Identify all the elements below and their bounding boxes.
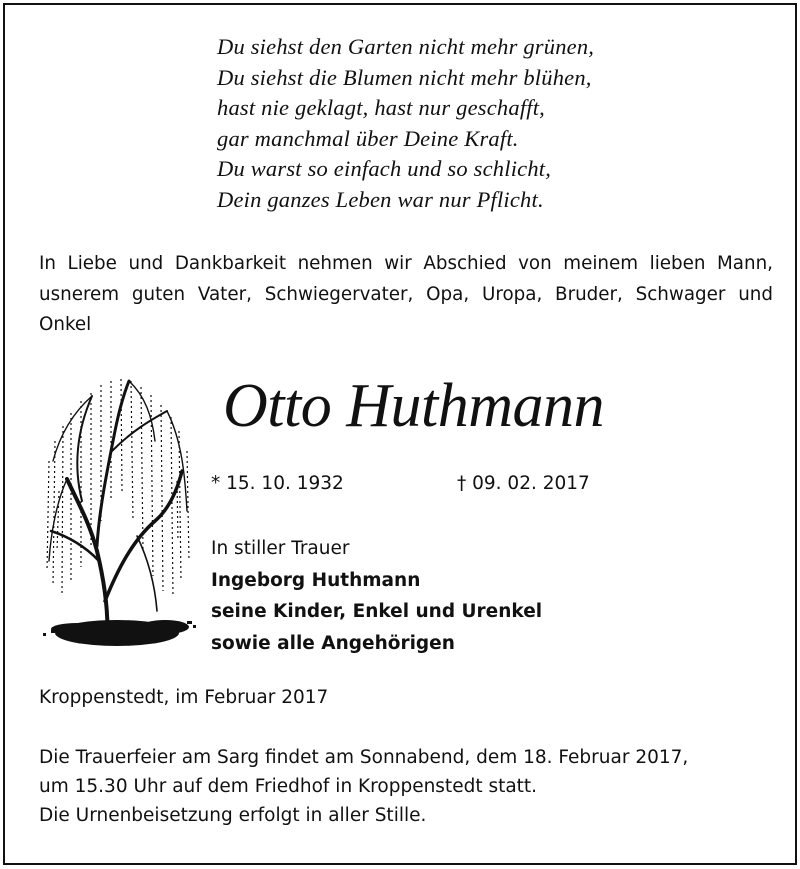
poem-line: Du siehst den Garten nicht mehr grünen, <box>217 34 595 59</box>
poem-line: Du siehst die Blumen nicht mehr blühen, <box>217 64 592 90</box>
place-and-date: Kroppenstedt, im Februar 2017 <box>39 687 329 708</box>
poem-line: gar manchmal über Deine Kraft. <box>217 125 519 151</box>
memorial-poem <box>217 32 697 216</box>
funeral-line: Die Trauerfeier am Sarg findet am Sonnabend, dem 18. Februar 2017, <box>39 747 689 768</box>
funeral-line: Die Urnenbeisetzung erfolgt in aller Stille. <box>39 805 427 826</box>
birth-date: * 15. 10. 1932 <box>211 473 344 494</box>
obituary-notice <box>3 3 797 865</box>
poem-line: hast nie geklagt, hast nur geschafft, <box>217 95 545 121</box>
death-date: † 09. 02. 2017 <box>457 473 590 494</box>
weeping-willow-icon <box>37 371 199 655</box>
farewell-text: In Liebe und Dankbarkeit nehmen wir Abschied von meinem lieben Mann, usnerem guten Vater, Schwiegervater, Opa, Uropa, Bruder, Schwager und Onkel <box>39 253 773 335</box>
mourner-line: Ingeborg Huthmann <box>211 569 421 591</box>
deceased-name: Otto Huthmann <box>223 372 604 440</box>
poem-line: Du warst so einfach und so schlicht, <box>217 156 552 182</box>
mourners-block <box>211 533 542 659</box>
mourners-heading: In stiller Trauer <box>211 538 350 559</box>
poem-line: Dein ganzes Leben war nur Pflicht. <box>217 186 544 212</box>
mourner-line: seine Kinder, Enkel und Urenkel <box>211 601 543 622</box>
funeral-details <box>39 743 688 830</box>
funeral-line: um 15.30 Uhr auf dem Friedhof in Kroppenstedt statt. <box>39 776 538 797</box>
mourner-line: sowie alle Angehörigen <box>211 632 455 654</box>
